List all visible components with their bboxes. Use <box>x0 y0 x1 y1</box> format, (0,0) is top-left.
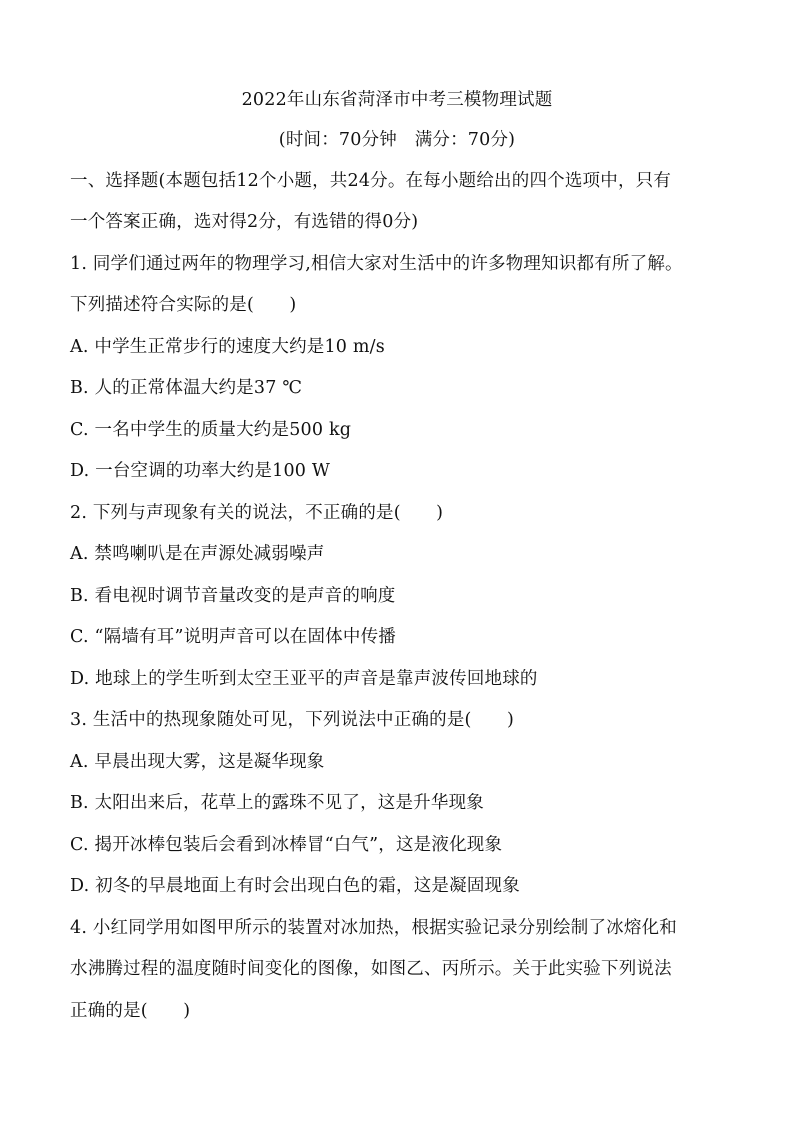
option-a: A. 禁鸣喇叭是在声源处减弱噪声 <box>70 544 325 564</box>
option-a: A. 早晨出现大雾，这是凝华现象 <box>70 752 325 772</box>
option-c: C. 一名中学生的质量大约是500 kg <box>70 420 352 440</box>
option-c: C. “隔墙有耳”说明声音可以在固体中传播 <box>70 627 396 647</box>
page-title: 2022年山东省菏泽市中考三模物理试题 <box>241 90 553 110</box>
question-stem: 3. 生活中的热现象随处可见，下列说法中正确的是( ) <box>70 710 515 730</box>
question-stem-cont: 正确的是( ) <box>70 1001 191 1021</box>
exam-info: (时间：70分钟 满分：70分) <box>278 130 516 150</box>
question-stem: 4. 小红同学用如图甲所示的装置对冰加热，根据实验记录分别绘制了冰熔化和 <box>70 918 677 938</box>
option-c: C. 揭开冰棒包装后会看到冰棒冒“白气”，这是液化现象 <box>70 835 503 855</box>
option-a: A. 中学生正常步行的速度大约是10 m/s <box>70 337 385 357</box>
section-heading-cont: 一个答案正确，选对得2分，有选错的得0分) <box>70 212 419 232</box>
question-stem-cont: 水沸腾过程的温度随时间变化的图像，如图乙、丙所示。关于此实验下列说法 <box>70 959 672 979</box>
question-stem: 1. 同学们通过两年的物理学习,相信大家对生活中的许多物理知识都有所了解。 <box>70 254 683 274</box>
option-b: B. 太阳出来后，花草上的露珠不见了，这是升华现象 <box>70 793 484 813</box>
option-b: B. 人的正常体温大约是37 ℃ <box>70 378 303 398</box>
option-d: D. 初冬的早晨地面上有时会出现白色的霜，这是凝固现象 <box>70 876 520 896</box>
question-stem-cont: 下列描述符合实际的是( ) <box>70 295 297 315</box>
section-heading: 一、选择题(本题包括12个小题，共24分。在每小题给出的四个选项中，只有 <box>70 171 672 191</box>
option-d: D. 地球上的学生听到太空王亚平的声音是靠声波传回地球的 <box>70 669 538 689</box>
option-b: B. 看电视时调节音量改变的是声音的响度 <box>70 586 396 606</box>
question-stem: 2. 下列与声现象有关的说法，不正确的是( ) <box>70 503 444 523</box>
option-d: D. 一台空调的功率大约是100 W <box>70 461 331 481</box>
